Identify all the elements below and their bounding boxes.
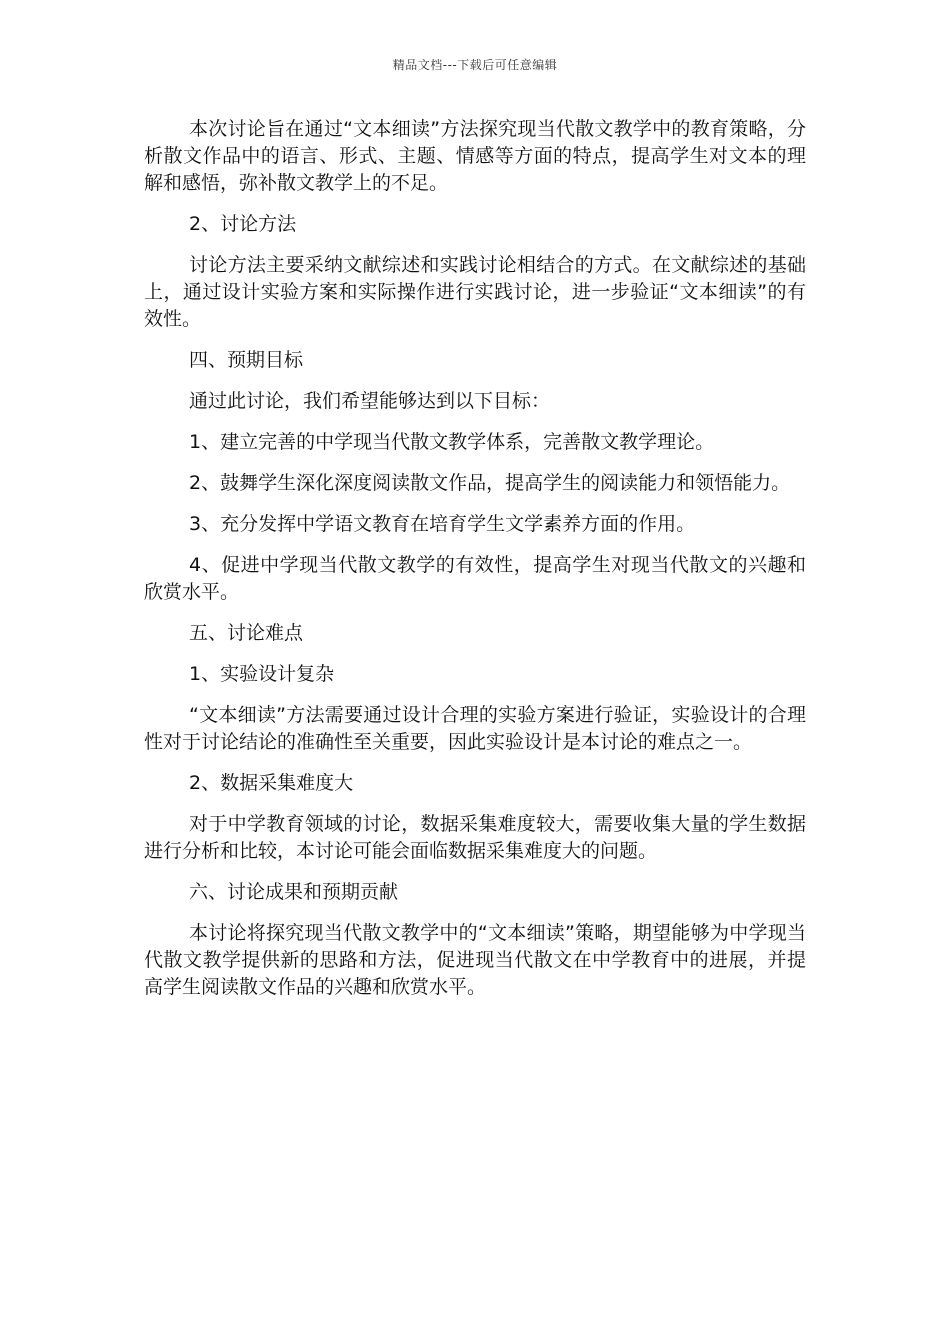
list-item-goal-3: 3、充分发挥中学语文教育在培育学生文学素养方面的作用。: [189, 513, 696, 535]
paragraph-purpose: 本次讨论旨在通过“文本细读”方法探究现当代散文教学中的教育策略，分析散文作品中的语言、形式、主题、情感等方面的特点，提高学生对文本的理解和感悟，弥补散文教学上的不足。: [144, 118, 806, 194]
list-item-goal-2: 2、鼓舞学生深化深度阅读散文作品，提高学生的阅读能力和领悟能力。: [189, 472, 791, 494]
paragraph-data-collection: 对于中学教育领域的讨论，数据采集难度较大，需要收集大量的学生数据进行分析和比较，本讨论可能会面临数据采集难度大的问题。: [144, 813, 806, 862]
page-header: 精品文档---下载后可任意编辑: [392, 58, 558, 72]
paragraph-experiment-design: “文本细读”方法需要通过设计合理的实验方案进行验证，实验设计的合理性对于讨论结论的准确性至关重要，因此实验设计是本讨论的难点之一。: [144, 704, 806, 753]
paragraph-results-contribution: 本讨论将探究现当代散文教学中的“文本细读”策略，期望能够为中学现当代散文教学提供新的思路和方法，促进现当代散文在中学教育中的进展，并提高学生阅读散文作品的兴趣和欣赏水平。: [144, 922, 806, 998]
paragraph-method: 讨论方法主要采纳文献综述和实践讨论相结合的方式。在文献综述的基础上，通过设计实验方案和实际操作进行实践讨论，进一步验证“文本细读”的有效性。: [144, 254, 806, 330]
heading-difficulties: 五、讨论难点: [189, 622, 304, 644]
list-item-goal-4: 4、促进中学现当代散文教学的有效性，提高学生对现当代散文的兴趣和欣赏水平。: [144, 554, 806, 603]
heading-discussion-method: 2、讨论方法: [189, 213, 297, 235]
heading-expected-goals: 四、预期目标: [189, 349, 304, 371]
subheading-data-collection: 2、数据采集难度大: [189, 772, 354, 794]
subheading-experiment-design: 1、实验设计复杂: [189, 663, 335, 685]
list-item-goal-1: 1、建立完善的中学现当代散文教学体系，完善散文教学理论。: [189, 431, 715, 453]
paragraph-goals-intro: 通过此讨论，我们希望能够达到以下目标：: [189, 390, 551, 412]
document-body: [144, 116, 806, 1015]
heading-results-contribution: 六、讨论成果和预期贡献: [189, 881, 399, 903]
